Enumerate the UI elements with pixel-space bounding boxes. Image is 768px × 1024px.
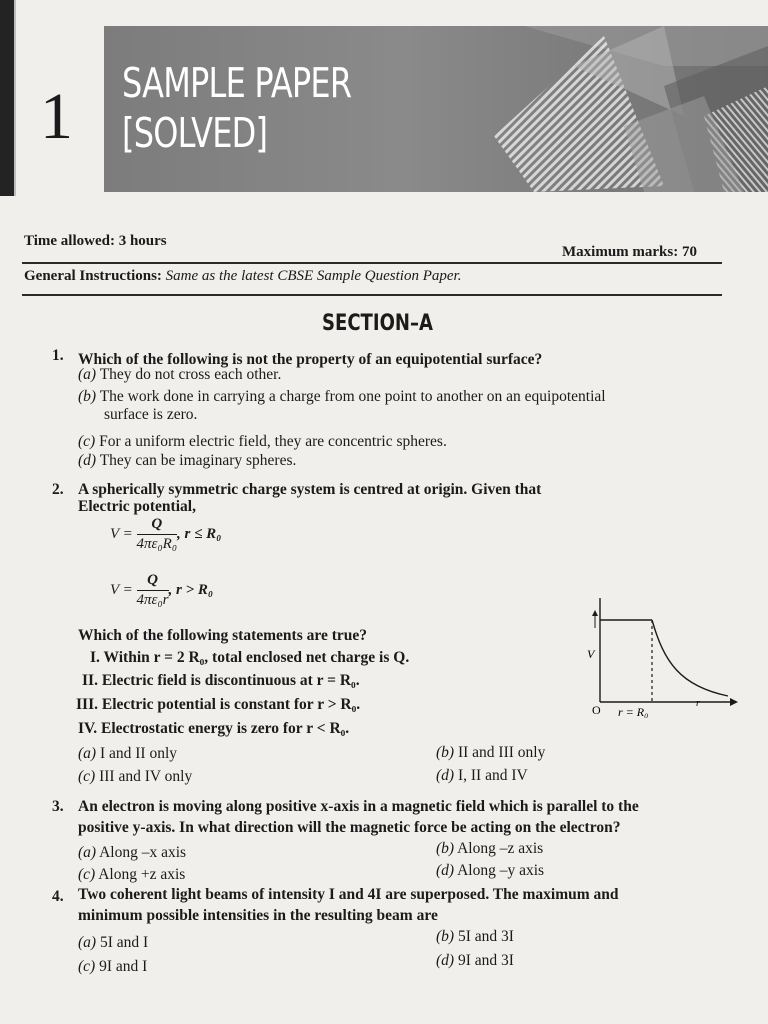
option-b — [436, 840, 543, 858]
option-label: (b) — [436, 928, 455, 945]
option-label: (a) — [78, 934, 97, 951]
option-text: They do not cross each other. — [99, 366, 282, 383]
option-label: (d) — [436, 862, 455, 879]
formula-numerator: Q — [137, 516, 178, 535]
time-allowed: Time allowed: 3 hours — [24, 233, 167, 249]
statement-text: Within r = 2 R₀, total enclosed net charge is Q. — [103, 649, 410, 666]
maximum-marks: Maximum marks: 70 — [562, 244, 697, 260]
banner-title — [122, 58, 351, 158]
statement-3 — [76, 696, 360, 714]
option-b — [78, 388, 606, 406]
option-text: They can be imaginary spheres. — [99, 452, 297, 469]
option-label: (b) — [436, 840, 455, 857]
graph-r0-label: r = R₀ — [618, 705, 649, 718]
general-instructions — [24, 268, 461, 285]
statement-number: II. — [82, 672, 98, 689]
question-number: 3. — [52, 798, 64, 815]
section-title: SECTION–A — [322, 311, 433, 336]
option-label: (a) — [78, 366, 97, 383]
option-label: (b) — [78, 388, 97, 405]
option-label: (c) — [78, 866, 96, 883]
divider-bottom — [22, 294, 722, 296]
option-label: (a) — [78, 844, 97, 861]
formula-condition: , r ≤ R₀ — [177, 525, 222, 542]
formula-inside — [110, 516, 221, 553]
statement-text: Electrostatic energy is zero for r < R₀. — [100, 720, 350, 737]
option-b — [436, 744, 545, 762]
option-text: For a uniform electric field, they are concentric spheres. — [99, 433, 447, 450]
question-text-line-2: Electric potential, — [78, 498, 196, 515]
formula-condition: , r > R₀ — [168, 581, 214, 598]
paper-number: 1 — [40, 80, 73, 153]
option-b-continued: surface is zero. — [104, 406, 198, 423]
graph-origin-label: O — [592, 703, 601, 717]
question-text-line-2: minimum possible intensities in the resulting beam are — [78, 907, 438, 924]
question-text-line-2: positive y-axis. In what direction will the magnetic force be acting on the electron? — [78, 819, 621, 836]
option-text: I, II and IV — [457, 767, 528, 784]
option-d — [78, 452, 296, 470]
statement-2 — [82, 672, 360, 690]
title-line-1: SAMPLE PAPER — [122, 59, 352, 107]
statement-1 — [90, 649, 409, 667]
option-text: Along +z axis — [98, 866, 186, 883]
option-a — [78, 844, 186, 862]
statement-text: Electric potential is constant for r > R₀. — [101, 696, 361, 713]
divider-top — [22, 262, 722, 264]
option-text: Along –y axis — [457, 862, 545, 879]
option-c — [78, 866, 185, 884]
option-text: 5I and 3I — [457, 928, 514, 945]
title-line-2: [SOLVED] — [122, 109, 268, 157]
formula-lhs: V = — [110, 525, 133, 542]
option-c — [78, 958, 147, 976]
option-text: Along –x axis — [99, 844, 187, 861]
formula-fraction — [137, 516, 178, 553]
question-number: 4. — [52, 888, 64, 905]
option-d — [436, 952, 514, 970]
option-text: 9I and 3I — [457, 952, 514, 969]
instructions-label: General Instructions: — [24, 268, 162, 284]
statement-text: Electric field is discontinuous at r = R₀. — [101, 672, 360, 689]
formula-denominator: 4πε₀R₀ — [136, 536, 178, 552]
option-a — [78, 745, 177, 763]
option-d — [436, 862, 544, 880]
option-c — [78, 433, 447, 451]
formula-lhs: V = — [110, 581, 133, 598]
decaying-potential-curve — [652, 620, 728, 696]
option-d — [436, 767, 528, 785]
question-text-line-1: An electron is moving along positive x-axis in a magnetic field which is parallel to the — [78, 798, 639, 815]
option-text: II and III only — [457, 744, 546, 761]
graph-x-label: r — [696, 698, 700, 709]
option-text: I and II only — [99, 745, 177, 762]
formula-outside — [110, 572, 213, 609]
graph-y-label: V — [587, 647, 595, 661]
option-a — [78, 366, 281, 384]
formula-numerator: Q — [137, 572, 169, 591]
question-text-line-1: A spherically symmetric charge system is centred at origin. Given that — [78, 481, 542, 498]
x-axis-arrow — [730, 698, 738, 706]
statement-4 — [78, 720, 349, 738]
binding-strip — [0, 0, 14, 196]
question-number: 2. — [52, 481, 64, 498]
question-text: Which of the following is not the property of an equipotential surface? — [78, 351, 543, 368]
question-text-line-1: Two coherent light beams of intensity I and 4I are superposed. The maximum and — [78, 886, 619, 903]
formula-denominator: 4πε₀r — [136, 592, 169, 608]
statement-number: III. — [76, 696, 98, 713]
question-ask: Which of the following statements are true? — [78, 627, 368, 644]
option-text: 9I and I — [99, 958, 148, 975]
option-text: III and IV only — [99, 768, 193, 785]
option-label: (b) — [436, 744, 455, 761]
option-a — [78, 934, 148, 952]
option-label: (d) — [436, 952, 455, 969]
potential-graph — [580, 594, 740, 718]
option-label: (a) — [78, 745, 97, 762]
statement-number: IV. — [78, 720, 98, 737]
y-label-arrowhead — [592, 610, 598, 616]
formula-fraction — [137, 572, 169, 609]
option-label: (d) — [78, 452, 97, 469]
option-text: The work done in carrying a charge from one point to another on an equipotential — [99, 388, 606, 405]
question-number: 1. — [52, 347, 64, 364]
option-b — [436, 928, 514, 946]
option-c — [78, 768, 192, 786]
option-text: 5I and I — [99, 934, 149, 951]
statement-number: I. — [90, 649, 100, 666]
option-label: (c) — [78, 433, 96, 450]
option-label: (c) — [78, 768, 96, 785]
option-label: (d) — [436, 767, 455, 784]
option-label: (c) — [78, 958, 96, 975]
option-text: Along –z axis — [457, 840, 544, 857]
instructions-text: Same as the latest CBSE Sample Question Paper. — [165, 268, 462, 284]
binding-edge — [14, 0, 16, 196]
